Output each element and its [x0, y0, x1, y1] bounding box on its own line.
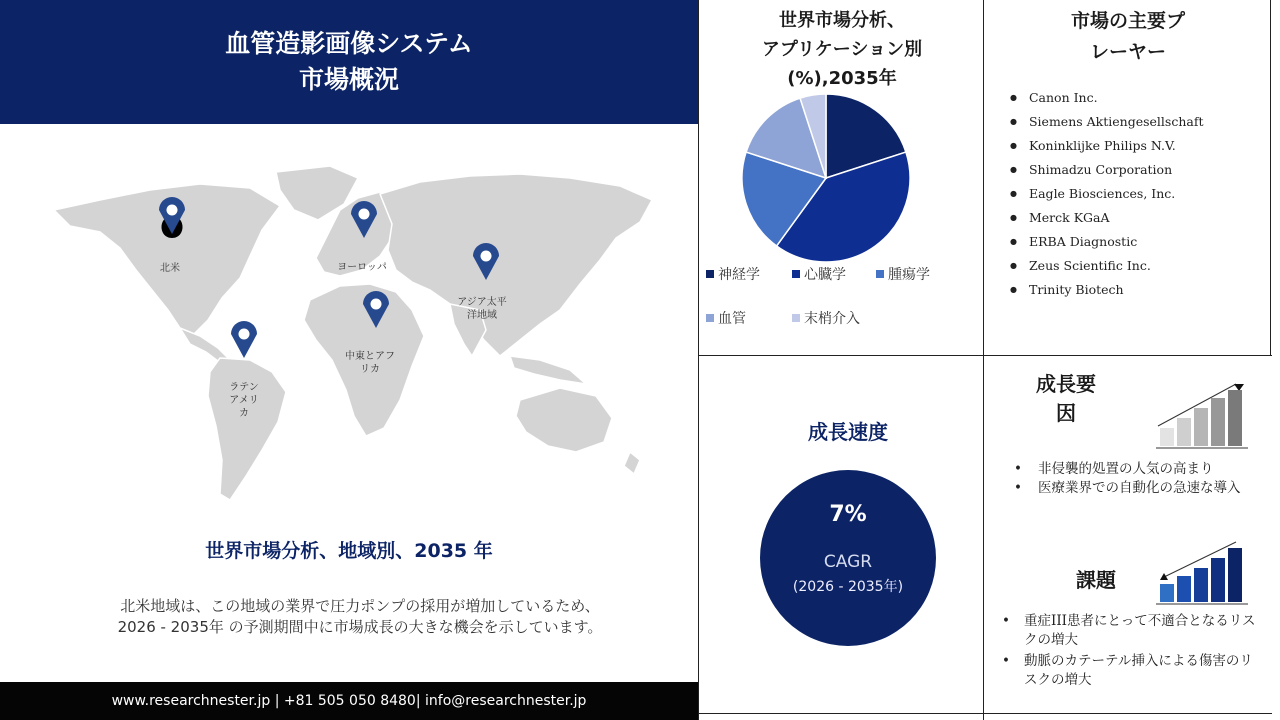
application-chart-title-line2: アプリケーション別: [761, 39, 923, 60]
key-player-item: ● Canon Inc.: [1010, 88, 1203, 112]
contact-footer: [0, 682, 698, 720]
overview-title-line2: 市場概況: [298, 65, 399, 94]
legend-swatch: [792, 314, 800, 322]
overview-title-box: [0, 0, 698, 124]
legend-swatch: [706, 270, 714, 278]
growth-rate-title: 成長速度: [808, 420, 888, 444]
growth-drivers-title: [1024, 370, 1108, 428]
application-chart-title: [700, 6, 984, 93]
cagr-label: CAGR: [823, 552, 873, 572]
key-player-item: ● Zeus Scientific Inc.: [1010, 256, 1203, 280]
challenges-title: 課題: [1076, 568, 1116, 592]
legend-swatch: [792, 270, 800, 278]
challenge-bars-icon: [1154, 540, 1250, 606]
south-america-shape: [208, 358, 286, 500]
divider-horizontal-bottom: [698, 713, 1272, 714]
footer-email[interactable]: info@researchnester.jp: [425, 693, 587, 709]
key-players-title-line1: 市場の主要プ: [1070, 10, 1185, 32]
legend-item-cardiology: [792, 264, 846, 284]
map-label-latin-america: ラテンアメリカ: [229, 382, 259, 419]
legend-item-vascular: [706, 308, 746, 328]
divider-vertical-edge: [1270, 0, 1271, 356]
cagr-circle: [760, 470, 936, 646]
key-player-item: ● Shimadzu Corporation: [1010, 160, 1203, 184]
map-label-middle-east-africa: 中東とアフリカ: [345, 351, 395, 375]
map-pin-latin-america[interactable]: [231, 321, 257, 358]
growth-driver-item: • 非侵襲的処置の人気の高まり: [1008, 460, 1264, 479]
challenge-item: • 重症III患者にとって不適合となるリスクの増大: [1000, 612, 1262, 650]
application-chart-title-line1: 世界市場分析、: [779, 10, 905, 31]
challenge-item: • 動脈のカテーテル挿入による傷害のリスクの増大: [1000, 652, 1262, 690]
legend-label-peripheral: 末梢介入: [804, 311, 860, 327]
challenges-list: [1000, 612, 1262, 690]
cagr-value: 7%: [829, 502, 867, 527]
overview-title-line1: 血管造影画像システム: [225, 29, 473, 58]
key-players-list: [1010, 88, 1203, 304]
legend-swatch: [706, 314, 714, 322]
growth-drivers-title-line2: 因: [1056, 401, 1076, 425]
growth-bars-icon: [1154, 380, 1250, 450]
legend-label-cardiology: 心臓学: [804, 267, 846, 283]
application-chart-title-line3: (%),2035年: [787, 68, 897, 89]
legend-item-oncology: [876, 264, 930, 284]
growth-drivers-title-line1: 成長要: [1036, 372, 1096, 396]
legend-swatch: [876, 270, 884, 278]
southeast-asia-shape: [510, 356, 586, 384]
divider-horizontal: [698, 355, 1272, 356]
key-player-item: ● Eagle Biosciences, Inc.: [1010, 184, 1203, 208]
new-zealand-shape: [624, 452, 640, 474]
footer-separator: |: [415, 693, 426, 709]
divider-vertical-right: [983, 0, 984, 720]
key-player-item: ● Trinity Biotech: [1010, 280, 1203, 304]
divider-vertical-left: [698, 0, 699, 720]
legend-item-neurology: [706, 264, 760, 284]
application-pie-chart: [738, 90, 914, 266]
growth-drivers-list: [1008, 460, 1264, 498]
region-analysis-title: 世界市場分析、地域別、2035 年: [205, 540, 493, 562]
footer-phone[interactable]: +81 505 050 8480: [283, 693, 416, 709]
map-label-europe: ヨーロッパ: [337, 262, 387, 273]
world-map: [40, 160, 680, 510]
australia-shape: [516, 388, 612, 452]
cagr-period: (2026 - 2035年): [792, 579, 904, 595]
legend-label-neurology: 神経学: [718, 267, 760, 283]
key-player-item: ● Merck KGaA: [1010, 208, 1203, 232]
key-players-title: [986, 6, 1270, 68]
key-player-item: ● ERBA Diagnostic: [1010, 232, 1203, 256]
map-label-asia-pacific: アジア太平洋地域: [457, 297, 507, 321]
legend-item-peripheral: [792, 308, 860, 328]
footer-separator: |: [270, 693, 284, 709]
growth-driver-item: • 医療業界での自動化の急速な導入: [1008, 479, 1264, 498]
key-players-title-line2: レーヤー: [1089, 41, 1166, 63]
map-label-north-america: 北米: [160, 263, 180, 274]
region-summary-text: 北米地域は、この地域の業界で圧力ポンプの採用が増加しているため、 2026 - 2035年 の予測期間中に市場成長の大きな機会を示しています。: [117, 597, 603, 636]
legend-label-oncology: 腫瘍学: [888, 267, 930, 283]
legend-label-vascular: 血管: [718, 311, 746, 327]
key-player-item: ● Koninklijke Philips N.V.: [1010, 136, 1203, 160]
footer-website[interactable]: www.researchnester.jp: [111, 693, 271, 709]
key-player-item: ● Siemens Aktiengesellschaft: [1010, 112, 1203, 136]
